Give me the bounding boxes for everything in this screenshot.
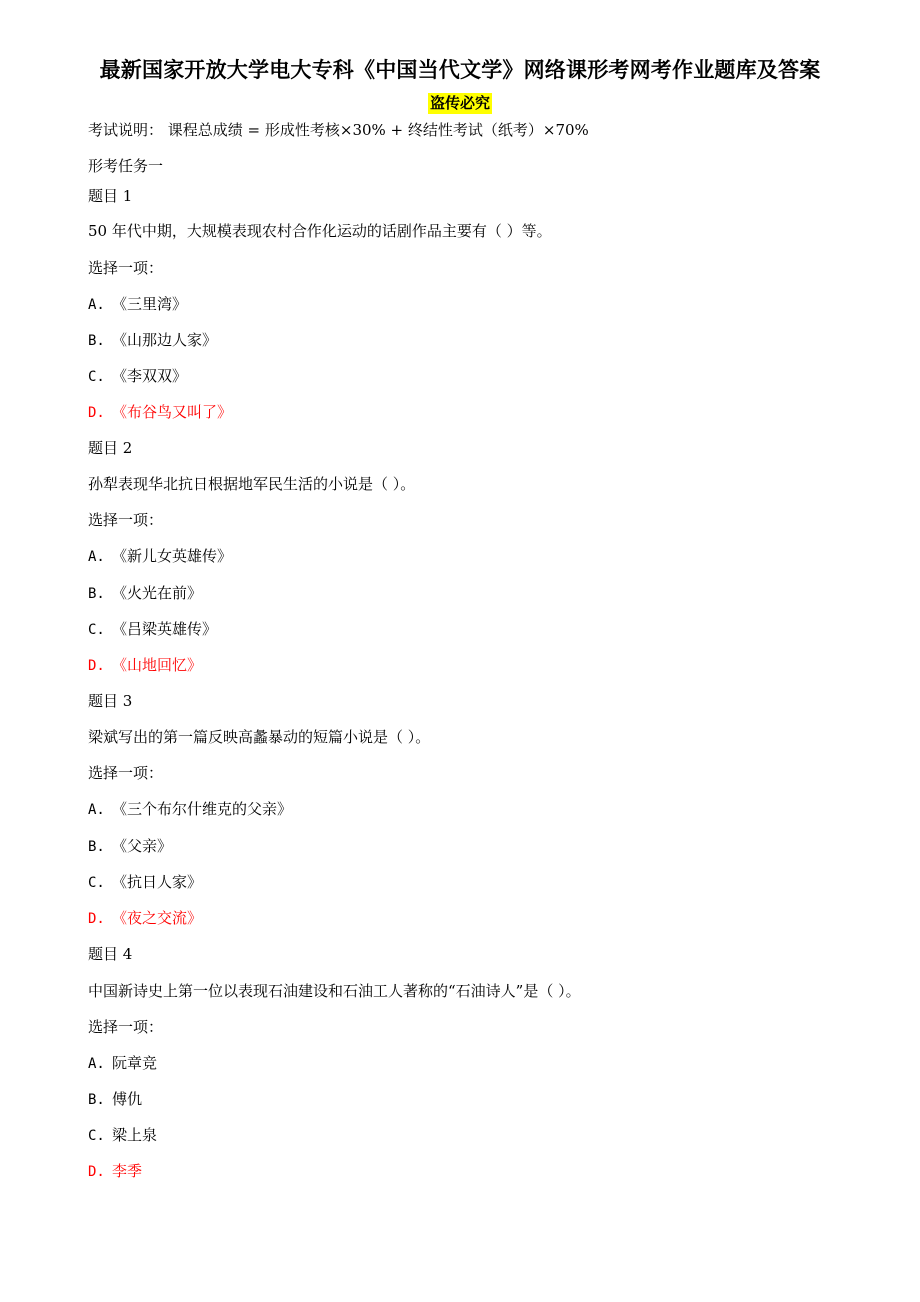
option-letter: D. (88, 405, 105, 421)
option-text: 《三个布尔什维克的父亲》 (112, 800, 293, 818)
question-4-stem: 中国新诗史上第一位以表现石油建设和石油工人著称的“石油诗人”是（ ）。 (88, 982, 581, 1000)
question-4-label: 题目 4 (88, 945, 133, 963)
option-text: 《山地回忆》 (112, 656, 203, 674)
question-3-label: 题目 3 (88, 692, 133, 710)
option-letter: C. (88, 369, 105, 385)
question-4-prompt: 选择一项： (88, 1018, 164, 1036)
warning-wrap (0, 93, 920, 114)
section-heading: 形考任务一 (88, 157, 164, 175)
option-text: 李季 (112, 1162, 143, 1180)
question-2-option-d-correct (88, 655, 202, 676)
option-text: 梁上泉 (112, 1126, 158, 1144)
question-3-option-c (88, 872, 202, 893)
question-2-stem: 孙犁表现华北抗日根据地军民生活的小说是（ ）。 (88, 475, 416, 493)
option-letter: D. (88, 658, 105, 674)
question-2-option-b (88, 583, 202, 604)
option-text: 《李双双》 (112, 367, 188, 385)
question-1-stem: 50 年代中期，大规模表现农村合作化运动的话剧作品主要有（ ）等。 (88, 222, 552, 240)
option-text: 《山那边人家》 (112, 331, 218, 349)
question-4-option-c (88, 1125, 157, 1146)
question-2-option-a (88, 546, 232, 567)
question-2-prompt: 选择一项： (88, 511, 164, 529)
question-4-option-a (88, 1053, 157, 1074)
question-4-option-b (88, 1089, 142, 1110)
document-title: 最新国家开放大学电大专科《中国当代文学》网络课形考网考作业题库及答案 (99, 58, 821, 82)
question-3-stem: 梁斌写出的第一篇反映高蠡暴动的短篇小说是（ ）。 (88, 728, 431, 746)
option-letter: D. (88, 911, 105, 927)
option-letter: A. (88, 297, 105, 313)
question-3-option-d-correct (88, 908, 202, 929)
option-text: 《夜之交流》 (112, 909, 203, 927)
option-text: 《新儿女英雄传》 (112, 547, 233, 565)
option-text: 《布谷鸟又叫了》 (112, 403, 233, 421)
option-letter: B. (88, 1092, 105, 1108)
question-2-option-c (88, 619, 217, 640)
question-1-option-a (88, 294, 187, 315)
question-1-option-b (88, 330, 217, 351)
question-3-option-a (88, 799, 292, 820)
question-1-label: 题目 1 (88, 187, 133, 205)
option-letter: A. (88, 802, 105, 818)
option-letter: C. (88, 1128, 105, 1144)
copyright-warning: 盗传必究 (429, 94, 490, 112)
option-letter: B. (88, 333, 105, 349)
question-1-prompt: 选择一项： (88, 259, 164, 277)
option-text: 《抗日人家》 (112, 873, 203, 891)
question-1-option-c (88, 366, 187, 387)
option-letter: D. (88, 1164, 105, 1180)
exam-note: 考试说明： 课程总成绩 = 形成性考核×30% + 终结性考试（纸考）×70% (88, 121, 589, 139)
option-text: 傅仇 (112, 1090, 143, 1108)
question-3-option-b (88, 836, 172, 857)
option-letter: C. (88, 622, 105, 638)
question-3-prompt: 选择一项： (88, 764, 164, 782)
option-text: 《三里湾》 (112, 295, 188, 313)
option-letter: B. (88, 839, 105, 855)
question-4-option-d-correct (88, 1161, 142, 1182)
option-text: 阮章竞 (112, 1054, 158, 1072)
option-letter: A. (88, 549, 105, 565)
question-2-label: 题目 2 (88, 439, 133, 457)
option-letter: A. (88, 1056, 105, 1072)
option-text: 《火光在前》 (112, 584, 203, 602)
question-1-option-d-correct (88, 402, 232, 423)
option-text: 《吕梁英雄传》 (112, 620, 218, 638)
option-letter: B. (88, 586, 105, 602)
option-letter: C. (88, 875, 105, 891)
option-text: 《父亲》 (112, 837, 173, 855)
